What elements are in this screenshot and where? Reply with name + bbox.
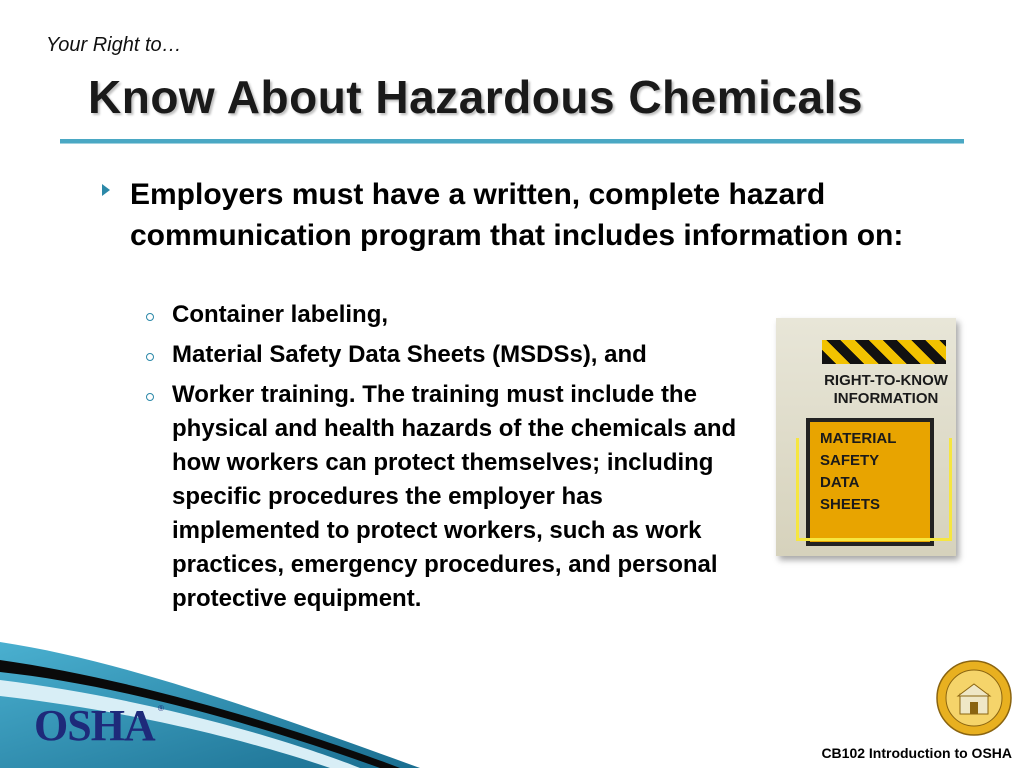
sub-bullet-list <box>146 298 746 622</box>
sub-bullet-msds <box>146 338 746 372</box>
sign-header-line: INFORMATION <box>833 390 939 407</box>
circle-bullet-icon <box>146 393 154 401</box>
circle-bullet-icon <box>146 313 154 321</box>
binder-label-line: DATA <box>820 474 860 491</box>
circle-bullet-icon <box>146 353 154 361</box>
main-bullet-text: Employers must have a written, complete hazard communication program that includes information on: <box>130 178 904 252</box>
sign-header <box>824 372 948 408</box>
binder-label <box>820 428 920 516</box>
msds-sign-photo <box>776 318 956 556</box>
sign-header-line: RIGHT-TO-KNOW <box>824 372 948 389</box>
sub-bullet-text: Worker training. The training must include the physical and health hazards of the chemicals and how workers can protect themselves; including specific procedures the employer has implemented to protect workers, such as work practices, emergency procedures, and personal protective equipment. <box>172 381 737 612</box>
slide-title: Know About Hazardous Chemicals <box>88 71 863 123</box>
bullet-arrow-icon <box>102 184 110 196</box>
slide-subtitle: Your Right to… <box>46 34 182 56</box>
title-divider <box>60 139 964 144</box>
sub-bullet-text: Container labeling, <box>172 301 389 328</box>
sub-bullet-text: Material Safety Data Sheets (MSDSs), and <box>172 341 647 368</box>
sub-bullet-worker-training <box>146 378 746 616</box>
binder-label-line: SAFETY <box>820 452 880 469</box>
binder-label-line: MATERIAL <box>820 430 897 447</box>
binder-label-line: SHEETS <box>820 496 881 513</box>
osha-registered-mark: ® <box>158 704 164 713</box>
osha-logo: OSHA <box>34 701 155 750</box>
main-bullet <box>102 174 922 256</box>
sub-bullet-container-labeling <box>146 298 746 332</box>
footer-course-label: CB102 Introduction to OSHA <box>821 745 1012 761</box>
hazard-stripe <box>822 340 946 364</box>
seal-icon <box>936 660 1012 736</box>
